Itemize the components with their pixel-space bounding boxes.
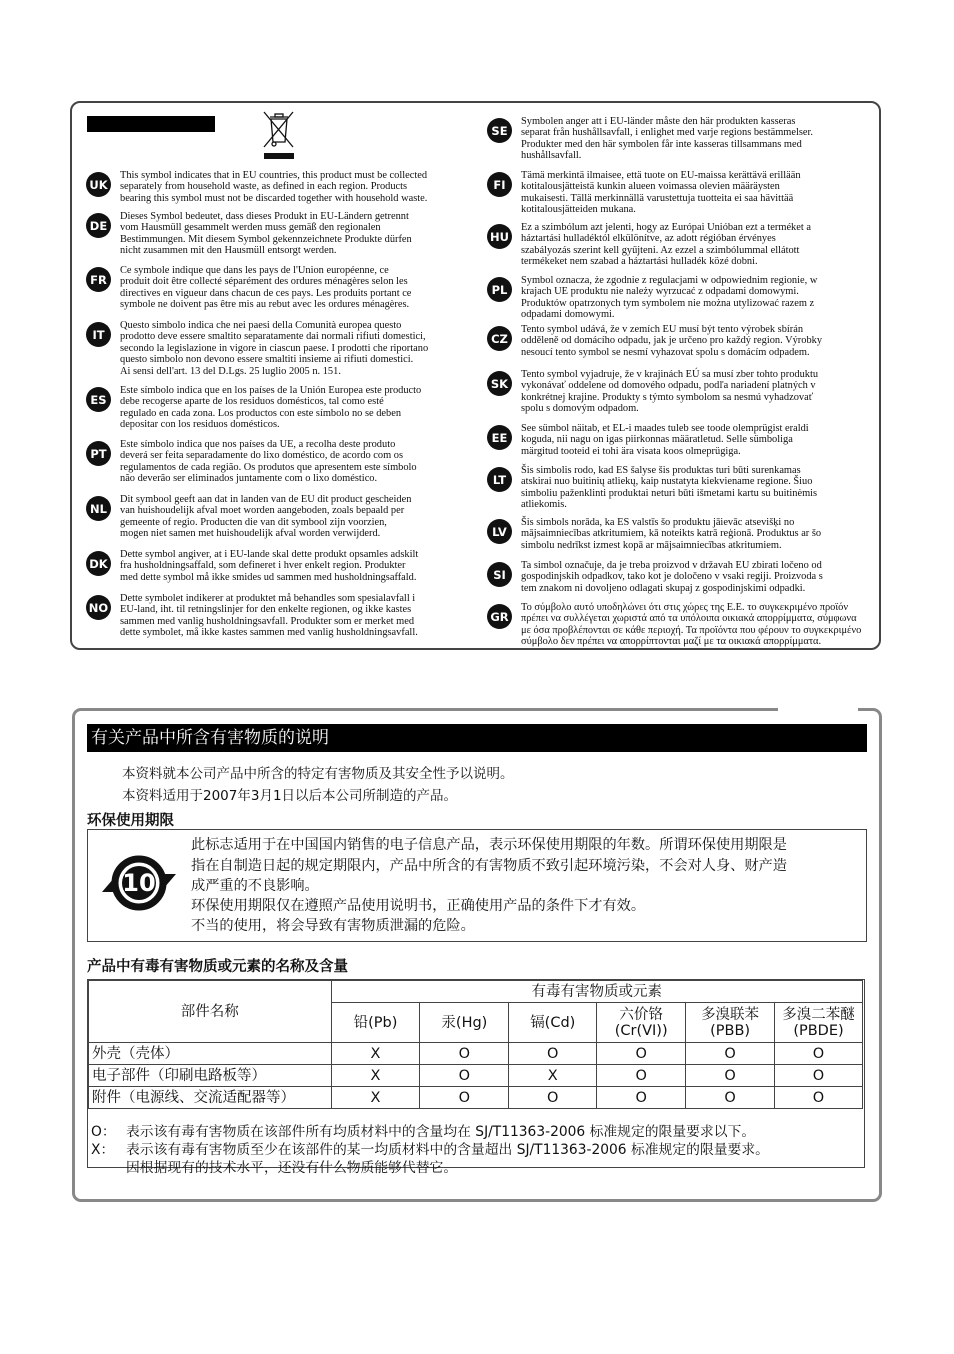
china-rohs-notice [72,708,882,1202]
substance-table-box [87,979,865,1176]
lang-badge-hu: HU [487,224,512,249]
frame-gap [778,706,858,714]
part-name-cell: 电子部件（印刷电路板等） [89,1065,332,1087]
substance-value-cell: O [420,1087,509,1109]
period-line-4: 环保使用期限仅在遵照产品使用说明书，正确使用产品的条件下才有效。 [191,898,646,914]
lang-badge-es: ES [86,387,111,412]
intro-line-1: 本资料就本公司产品中所含的特定有害物质及其安全性予以说明。 [122,766,514,782]
lang-badge-si: SI [487,562,512,587]
lang-badge-fr: FR [86,267,111,292]
substance-value-cell: O [420,1065,509,1087]
table-row [89,1043,863,1065]
substance-table-body [89,1043,863,1109]
lang-badge-de: DE [86,213,111,238]
title-bar [87,724,867,752]
crossed-out-bin-icon [260,109,298,161]
substance-value-cell: O [686,1065,775,1087]
part-name-cell: 外壳（壳体） [89,1043,332,1065]
lang-badge-cz: CZ [487,326,512,351]
lang-text-lt: Šis simbolis rodo, kad ES šalyse šis produktas turi būti surenkamas atskirai nuo buitinių atliekų, kaip nustatyta kiekviename regione. Šiuo simboliu paženklinti produktai neturi būti išmetami kartu su buitinėmis atliekomis. [521,465,818,511]
period-heading: 环保使用期限 [87,813,174,829]
lang-text-uk: This symbol indicates that in EU countries, this product must be collected separately from household waste, as defined in each region. Products bearing this symbol must not be discarded together with household waste. [120,170,428,204]
lang-text-dk: Dette symbol angiver, at i EU-lande skal dette produkt opsamles adskilt fra husholdningsaffald, som defineret i hver enkelt region. Produkter med dette symbol må ikke smides ud sammen med husholdningsaffald. [120,549,419,583]
substance-header-1: 汞(Hg) [420,1003,509,1043]
substance-header-0: 铅(Pb) [331,1003,420,1043]
lang-text-fr: Ce symbole indique que dans les pays de l'Union européenne, ce produit doit être collecté séparément des ordures ménagères selon les directives en vigueur dans chacun de ces pays. Les produits portant ce symbole ne doivent pas être mis au rebut avec les ordures ménagères. [120,265,412,311]
substance-value-cell: O [597,1087,686,1109]
table-notes [91,1123,861,1177]
table-heading: 产品中有毒有害物质或元素的名称及含量 [87,959,348,975]
substance-value-cell: O [509,1043,597,1065]
lang-text-fi: Tämä merkintä ilmaisee, että tuote on EU-maissa kerättävä erillään kotitalousjätteistä kunkin alueen voimassa olevien määräysten mukaisesti. Tällä merkinnällä varustettuja tuotteita ei saa hävittää kotitalousjätteiden mukana. [521,170,801,216]
lang-text-pl: Symbol oznacza, że zgodnie z regulacjami w odpowiednim regionie, w krajach UE produktu nie należy wyrzucać z odpadami domowymi. Produktów opatrzonych tym symbolem nie można utylizować razem z odpadami domowymi. [521,275,818,321]
lang-text-lv: Šis simbols norāda, ka ES valstīs šo produktu jāievāc atsevišķi no mājsaimniecības atkritumiem, kā noteikts katrā reģionā. Produktus ar šo simbolu nedrīkst izmest kopā ar mājsaimniecības atkritumiem. [521,517,822,551]
lang-text-es: Este símbolo indica que en los países de la Unión Europea este producto debe recogerse aparte de los residuos domésticos, tal como esté regulado en cada zona. Los productos con este símbolo no se deben depositar con los residuos domésticos. [120,385,422,431]
substance-value-cell: O [597,1043,686,1065]
part-name-header: 部件名称 [89,981,332,1043]
substance-header-5: 多溴二苯醚 (PBDE) [775,1003,863,1043]
substance-value-cell: X [331,1087,420,1109]
period-line-5: 不当的使用，将会导致有害物质泄漏的危险。 [191,918,475,934]
substance-header-4: 多溴联苯 (PBB) [686,1003,775,1043]
period-line-2: 指在自制造日起的规定期限内，产品中所含的有害物质不致引起环境污染，不会对人身、财产造 [191,858,787,874]
page-title: 有关产品中所含有害物质的说明 [91,728,329,748]
lang-text-de: Dieses Symbol bedeutet, dass dieses Produkt in EU-Ländern getrennt vom Hausmüll gesammelt werden muss gemäß den regionalen Bestimmungen. Mit diesem Symbol gekennzeichnete Produkte dürfen nicht zusammen mit den Hausmüll entsorgt werden. [120,211,412,257]
substance-value-cell: X [331,1043,420,1065]
lang-badge-lt: LT [487,467,512,492]
substance-value-cell: X [509,1065,597,1087]
substance-header-3: 六价铬 (Cr(VI)) [597,1003,686,1043]
lang-text-ee: See sümbol näitab, et EL-i maades tuleb see toode olemprügist eraldi koguda, nii nagu on igas piirkonnas määratletud. Selle sümboliga märgitud tooteid ei tohi ära visata koos olmeprügiga. [521,423,809,457]
part-name-cell: 附件（电源线、交流适配器等） [89,1087,332,1109]
logo-number: 10 [122,869,156,897]
lang-badge-pl: PL [487,277,512,302]
lang-badge-uk: UK [86,172,111,197]
weee-disposal-notice [70,101,881,650]
lang-text-pt: Este símbolo indica que nos países da UE, a recolha deste produto deverá ser feita separadamente do lixo doméstico, de acordo com os regulamentos de cada região. Os produtos que apresentem este símbolo não deverão ser eliminados juntamente com o lixo doméstico. [120,439,417,485]
substance-value-cell: O [509,1087,597,1109]
lang-badge-gr: GR [487,604,512,629]
intro-line-2: 本资料适用于2007年3月1日以后本公司所制造的产品。 [122,788,458,804]
substance-value-cell: X [331,1065,420,1087]
lang-text-nl: Dit symbool geeft aan dat in landen van de EU dit product gescheiden van huishoudelijk afval moet worden aangeboden, zoals bepaald per gemeente of regio. Producten die van dit symbool zijn voorzien, mogen niet samen met huishoudelijk afval worden verwijderd. [120,494,412,540]
environmental-use-period-10-icon [100,844,178,922]
substance-group-header: 有毒有害物质或元素 [331,981,862,1003]
lang-badge-ee: EE [487,425,512,450]
lang-badge-se: SE [487,118,512,143]
lang-text-hu: Ez a szimbólum azt jelenti, hogy az Európai Unióban ezt a terméket a háztartási hulladéktól elkülönítve, az adott régióban érvényes szabályozás szerint kell gyűjteni. Az ezzel a szimbólummal ellátott termékeket nem szabad a háztartási hulladék közé dobni. [521,222,811,268]
lang-text-sk: Tento symbol vyjadruje, že v krajinách EÚ sa musí zber tohto produktu vykonávať oddelene od domového odpadu, podľa nariadení platných v konkrétnej krajine. Produkty s týmto symbolom sa nesmú vyhadzovať spolu s domovým odpadom. [521,369,819,415]
substance-value-cell: O [775,1087,863,1109]
substance-value-cell: O [597,1065,686,1087]
header-bar [87,116,215,132]
substance-value-cell: O [775,1065,863,1087]
lang-badge-dk: DK [86,551,111,576]
lang-badge-lv: LV [487,519,512,544]
note-0: O： 表示该有毒有害物质在该部件所有均质材料中的含量均在 SJ/T11363-2006 标准规定的限量要求以下。 [91,1124,756,1140]
substance-value-cell: O [686,1087,775,1109]
table-row [89,1087,863,1109]
note-marker: O： [91,1124,116,1140]
note-1: X： 表示该有毒有害物质至少在该部件的某一均质材料中的含量超出 SJ/T11363-2006 标准规定的限量要求。 因根据现有的技术水平，还没有什么物质能够代替它。 [91,1142,769,1176]
lang-badge-sk: SK [487,371,512,396]
lang-badge-nl: NL [86,496,111,521]
period-line-1: 此标志适用于在中国国内销售的电子信息产品，表示环保使用期限的年数。所谓环保使用期限是 [191,837,787,853]
lang-badge-fi: FI [487,172,512,197]
substance-table [88,980,863,1109]
lang-text-it: Questo simbolo indica che nei paesi della Comunità europea questo prodotto deve essere smaltito separatamente dai normali rifiuti domestici, secondo la legislazione in vigore in ciascun paese. I prodotti che riportano questo simbolo non devono essere smaltiti insieme ai rifiuti domestici. Ai sensi dell'art. 13 del D.Lgs. 25 luglio 2005 n. 151. [120,320,429,377]
table-row [89,1065,863,1087]
substance-value-cell: O [420,1043,509,1065]
period-line-3: 成严重的不良影响。 [191,878,319,894]
lang-text-si: Ta simbol označuje, da je treba proizvod v državah EU zbirati ločeno od gospodinjskih odpadkov, tako kot je določeno v vsaki regiji. Proizvoda s tem znakom ni dovoljeno odlagati skupaj z gospodinjskimi odpadki. [521,560,823,594]
substance-value-cell: O [775,1043,863,1065]
lang-badge-pt: PT [86,441,111,466]
note-marker: X： [91,1142,115,1158]
usage-period-box [87,829,867,942]
lang-text-cz: Tento symbol udává, že v zemích EU musí být tento výrobek sbírán odděleně od domácího odpadu, jak je určeno pro každý region. Výrobky nesoucí tento symbol se nesmí vyhazovat spolu s domácím odpadem. [521,324,823,358]
substance-header-2: 镉(Cd) [509,1003,597,1043]
lang-text-no: Dette symbolet indikerer at produktet må behandles som spesialavfall i EU-land, iht. til retningslinjer for den enkelte regionen, og ikke kastes sammen med vanlig husholdningsavfall. Produkter som er merket med dette symbolet, må ikke kastes sammen med vanlig husholdningsavfall. [120,593,418,639]
lang-text-gr: Το σύμβολο αυτό υποδηλώνει ότι στις χώρες της Ε.Ε. το συγκεκριμένο προϊόν πρέπει να συλλέγεται χωριστά από τα υπόλοιπα οικιακά απορρίμματα, σύμφωνα με όσα προβλέπονται σε κάθε περιοχή. Τα προϊόντα που φέρουν το συγκεκριμένο σύμβολο δεν πρέπει να απορρίπτονται μαζί με τα οικιακά απορρίμματα. [521,602,862,648]
substance-value-cell: O [686,1043,775,1065]
lang-badge-no: NO [86,595,111,620]
lang-text-se: Symbolen anger att i EU-länder måste den här produkten kasseras separat från hushållsavfall, i enlighet med varje regions bestämmelser. Produkter med den här symbolen får inte kasseras tillsammans med hushållsavfall. [521,116,813,162]
lang-badge-it: IT [86,322,111,347]
